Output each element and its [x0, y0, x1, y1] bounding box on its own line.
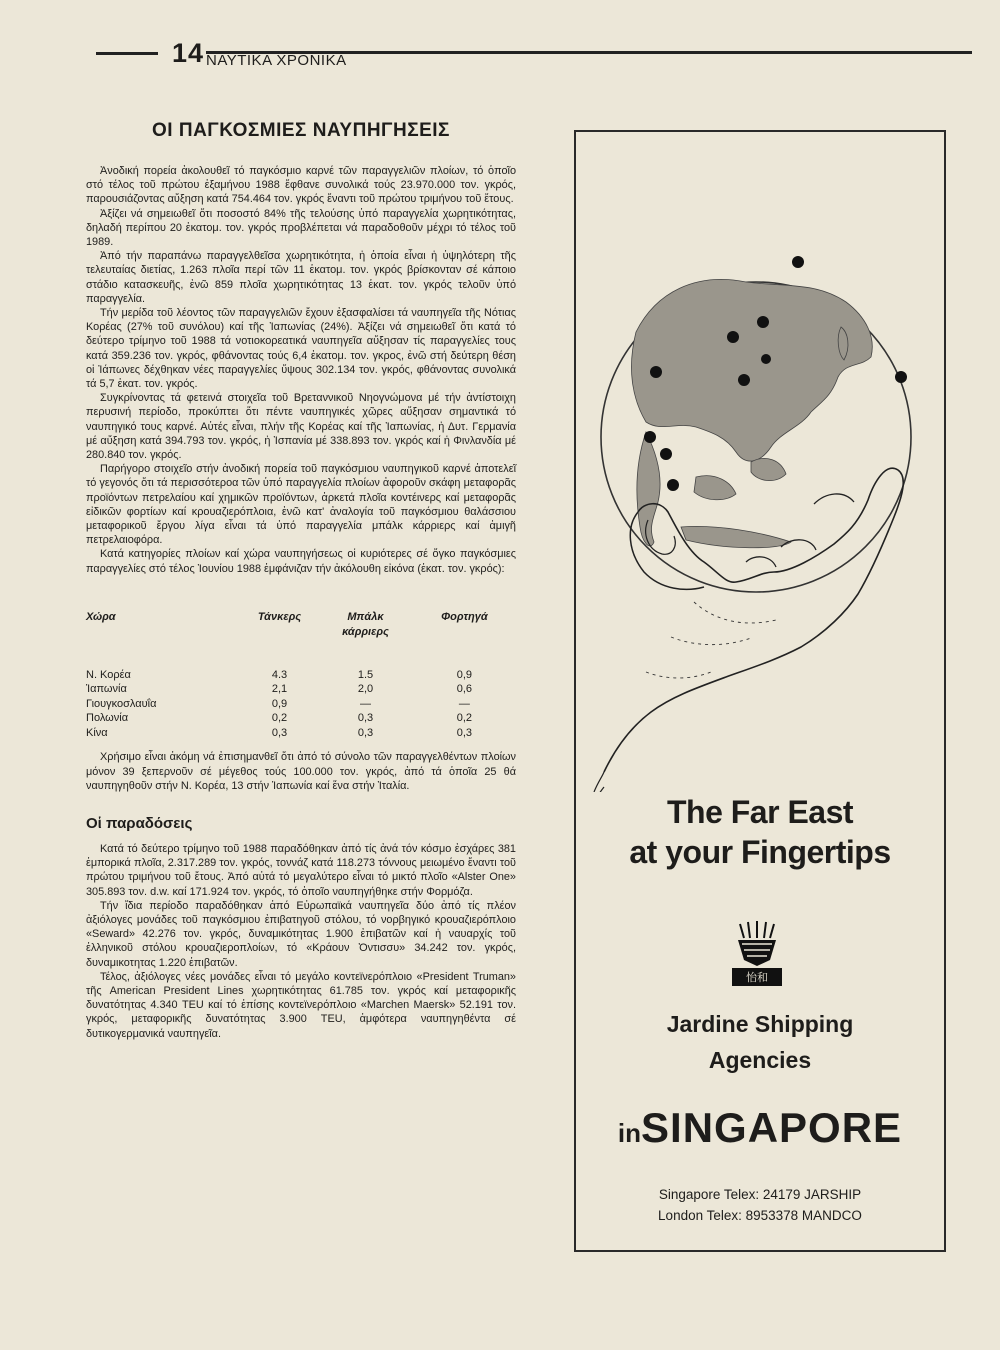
- table-cell: 0,9: [271, 697, 288, 710]
- port-dot: [757, 316, 769, 328]
- article-column: [86, 120, 516, 1041]
- telex-line: London Telex: 8953378 MANDCO: [658, 1208, 862, 1223]
- table-cell: 0,9: [456, 668, 473, 681]
- headline-line: The Far East: [666, 794, 854, 830]
- paragraph: Παρήγορο στοιχεῖο στήν ἀνοδική πορεία τοῦ παγκόσμιου ναυπηγικοῦ καρνέ ἀποτελεῖ τό γεγονός ὅτι τά περισσότεροα τῶν ὑπό παραγγελία πλοίων ἀφοροῦν σκάφη μεταφορᾶς προϊόντων πετρελαίου καί χημικῶν προϊόντων, ἀρκετά πλοῖα κοντέινερς καί μεταφορᾶς εἰδικῶν φορτίων καί κρουαζιερόπλοια, ἐνῶ κατ' ἀναλογία τοῦ παγκόσμιου θαλάσσιου μεταφορικοῦ ἔργου λίγα εἶναι τά ὑπό παραγγελία μπάλκ κάρριερς καί ἀμιγῆ πετρελαιοφόρα.: [86, 463, 516, 547]
- table-cell: Πολωνία: [86, 712, 129, 725]
- table-header-cell: [318, 610, 413, 668]
- paragraph: Χρήσιμο εἶναι ἀκόμη νά ἐπισημανθεῖ ὅτι ἀπό τό σύνολο τῶν παραγγελθέντων πλοίων μόνον 39 ξεπερνοῦν σέ μέγεθος τούς 100.000 τον. γκρός, ἀπό τά ὁποῖα 25 θά ναυπηγηθοῦν στήν Ν. Κορέα, 13 στήν Ἰαπωνία καί ἕνα στήν Ἰταλία.: [86, 751, 516, 792]
- subsection-title: Οἱ παραδόσεις: [86, 815, 193, 832]
- magazine-title: ΝΑΥΤΙΚΑ ΧΡΟΝΙΚΑ: [206, 52, 347, 69]
- table-header-cell: Τάνκερς: [257, 610, 302, 623]
- paragraph: Ἀνοδική πορεία ἀκολουθεῖ τό παγκόσμιο καρνέ τῶν παραγγελιῶν πλοίων, τό ὁποῖο στό τέλος τοῦ πρώτου ἑξαμήνου 1988 ἔφθανε συνολικά τούς 23.970.000 τον. γκρός, παρουσιάζοντας αὔξηση κατά 754.464 τον. γκρός ἔναντι τοῦ πρώτου τριμήνου τοῦ ἔτους.: [86, 165, 516, 206]
- logo-graphic: [724, 920, 790, 988]
- telex-contacts: [576, 1184, 944, 1226]
- paragraph: Τέλος, ἀξιόλογες νέες μονάδες εἶναι τό μεγάλο κοντεϊνερόπλοιο «President Truman» τῆς American President Lines χωρητικότητας 61.785 τον. γκρός καί μεταφορικῆς δυνατότητας 4.340 TEU καί τό ἐπίσης κοντεϊνερόπλοιο «Marchen Maersk» 52.191 τον. γκρός, μεταφορικῆς δυνατότητας 3.900 TEU, ἀμφότερα ναυπηγηθέντα σέ δυτικογερμανικά ναυπηγεῖα.: [86, 970, 516, 1040]
- table-header-cell: Χώρα: [86, 610, 116, 623]
- svg-text:怡和: 怡和: [746, 971, 768, 984]
- table-header-row: [86, 610, 516, 668]
- page-number: 14: [172, 38, 205, 68]
- port-dot: [644, 431, 656, 443]
- advertisement: [574, 130, 946, 1252]
- subsection-body: [86, 842, 516, 1041]
- table-header-cell: Φορτηγά: [441, 610, 488, 623]
- jardine-logo-icon: [724, 920, 790, 988]
- table-cell: 1.5: [357, 668, 374, 681]
- table-header-text: Μπάλκ κάρριερς: [342, 610, 389, 638]
- article-title: ΟΙ ΠΑΓΚΟΣΜΙΕΣ ΝΑΥΠΗΓΗΣΕΙΣ: [152, 120, 450, 141]
- location-prefix: in: [617, 1118, 642, 1148]
- table-cell: 0,3: [357, 726, 374, 739]
- company-line: Agencies: [708, 1047, 812, 1073]
- table-cell: Γιουγκοσλαυΐα: [86, 697, 157, 710]
- header-rule-left: [96, 52, 158, 55]
- orders-table: [86, 610, 516, 741]
- port-dot: [792, 256, 804, 268]
- port-dot: [738, 374, 750, 386]
- ad-location: [576, 1104, 944, 1152]
- table-cell: Ν. Κορέα: [86, 668, 131, 681]
- paragraph: Κατά τό δεύτερο τρίμηνο τοῦ 1988 παραδόθηκαν ἀπό τίς ἀνά τόν κόσμο ἐσχάρες 381 ἐμπορικά πλοῖα, 2.317.289 τον. γκρός, τοννάζ κατά 118.273 τόννους μειωμένο ἔναντι τοῦ πρώτου τριμήνου τοῦ ἔτους. Ἀπό αὐτά τό μεγαλύτερο εἶναι τό μικτό πλοῖο «Alster One» 305.893 τον. d.w. καί 171.924 τον. γκρός, τό ὁποῖο ναυπηγήθηκε στήν Φορμόζα.: [86, 843, 516, 898]
- port-dot: [660, 448, 672, 460]
- paragraph: Τήν μερίδα τοῦ λέοντος τῶν παραγγελιῶν ἔχουν ἐξασφαλίσει τά ναυπηγεῖα τῆς Νότιας Κορέας (27% τοῦ συνόλου) καί τῆς Ἰαπωνίας (24%). Ἀξίζει νά σημειωθεῖ ὅτι κατά τό δεύτερο τρίμηνο τοῦ 1988 τά νοτιοκορεατικά ναυπηγεῖα αὔξησαν τίς παραγγελίες τους κατά 359.236 τον. γκρός, φθάνοντας τούς 6,4 ἑκατομ. τον. γκρος, ἐνῶ στή δεύτερη θέση οἱ Ἰάπωνες δέχθηκαν νέες παραγγελίες ὕψους 302.134 τον. γκρός, φθάνοντας συνολικά τά 5,7 ἑκατ. τον. γκρός.: [86, 307, 516, 391]
- table-cell: —: [359, 697, 371, 710]
- ad-headline: [576, 792, 944, 872]
- table-cell: 2,1: [271, 683, 288, 696]
- port-dot: [650, 366, 662, 378]
- table-cell: 4.3: [271, 668, 288, 681]
- port-dot: [727, 331, 739, 343]
- article-intro: [86, 164, 516, 576]
- table-row: [86, 726, 516, 741]
- paragraph: Τήν ἴδια περίοδο παραδόθηκαν ἀπό Εὐρωπαϊκά ναυπηγεῖα δύο ἀπό τίς πλέον ἀξιόλογες μονάδες τοῦ παγκόσμιου ἐπιβατηγοῦ στόλου, τό νορβηγικό κρουαζιερόπλοιο «Seward» 42.276 τον. γκρός, δυναμικότητας 1.900 ἐπιβατῶν καί ἡ ναυαρχίς τοῦ ἑλληνικοῦ στόλου κρουαζιεροπλοίων, τό «Κράουν Ὀντισσυ» 34.242 τον. γκρός, δυναμικοτητας 1.220 ἐπιβατῶν.: [86, 899, 516, 969]
- paragraph: Συγκρίνοντας τά φετεινά στοιχεῖα τοῦ Βρεταννικοῦ Νηογνώμονα μέ τήν ἀντίστοιχη περυσινή περίοδο, προκύπτει ὅτι πέντε ναυπηγικές χῶρες αὔξησαν σημαντικά τό ναυπηγικό τους καρνέ. Αὐτές εἶναι, πλήν τῆς Κορέας καί τῆς Ἰαπωνίας, ἡ Δυτ. Γερμανία μέ αὔξηση κατά 394.793 τον. γκρός, ἡ Ἱσπανία μέ 338.893 τον. γκρός καί ἡ Φινλανδία μέ 280.840 τον. γκρός.: [86, 392, 516, 462]
- table-cell: —: [458, 697, 470, 710]
- table-cell: Κίνα: [86, 726, 108, 739]
- port-dot: [895, 371, 907, 383]
- paragraph: Ἀπό τήν παραπάνω παραγγελθεῖσα χωρητικότητα, ἡ ὁποία εἶναι ἡ ὑψηλότερη τῆς τελευταίας διετίας, 1.263 πλοῖα περί τῶν 11 ἑκατομ. τον. γκρός βρίσκονταν σέ κάποιο στάδιο κατασκευῆς, ἐνῶ 859 πλοῖα χωρητικότητας 13 ἑκατ. τον. γκρός τελοῦν ὑπό παραγγελία.: [86, 250, 516, 305]
- port-dot: [761, 354, 771, 364]
- company-line: Jardine Shipping: [666, 1011, 854, 1037]
- table-cell: 0,2: [456, 712, 473, 725]
- table-row: [86, 668, 516, 683]
- telex-line: Singapore Telex: 24179 JARSHIP: [658, 1187, 862, 1202]
- after-table-text: [86, 750, 516, 793]
- location-name: SINGAPORE: [641, 1104, 903, 1151]
- table-cell: 0,3: [271, 726, 288, 739]
- table-cell: 0,3: [456, 726, 473, 739]
- paragraph: Ἀξίζει νά σημειωθεῖ ὅτι ποσοστό 84% τῆς τελούσης ὑπό παραγγελία χωρητικότητας, δηλαδή περίπου 20 ἑκατομ. τον. γκρός προβλέπεται νά παραδοθοῦν μέχρι τό τέλος τοῦ 1989.: [86, 207, 516, 249]
- table-cell: 0,3: [357, 712, 374, 725]
- table-row: [86, 682, 516, 697]
- table-cell: 0,2: [271, 712, 288, 725]
- port-dot: [667, 479, 679, 491]
- paragraph: Κατά κατηγορίες πλοίων καί χώρα ναυπηγήσεως οἱ κυριότερες σέ ὄγκο παγκόσμιες παραγγελίες στό τέλος Ἰουνίου 1988 ἐμφάνιζαν τήν ἀκόλουθη εἰκόνα (ἑκατ. τον. γκρός):: [86, 548, 516, 575]
- table-row: [86, 697, 516, 712]
- globe-hand-illustration: [576, 132, 944, 792]
- table-row: [86, 711, 516, 726]
- page-header: [96, 40, 972, 80]
- headline-line: at your Fingertips: [629, 834, 891, 870]
- wrist-outline: [584, 772, 604, 792]
- table-cell: Ἰαπωνία: [86, 683, 127, 696]
- company-name: [576, 1006, 944, 1078]
- table-cell: 0,6: [456, 683, 473, 696]
- table-cell: 2,0: [357, 683, 374, 696]
